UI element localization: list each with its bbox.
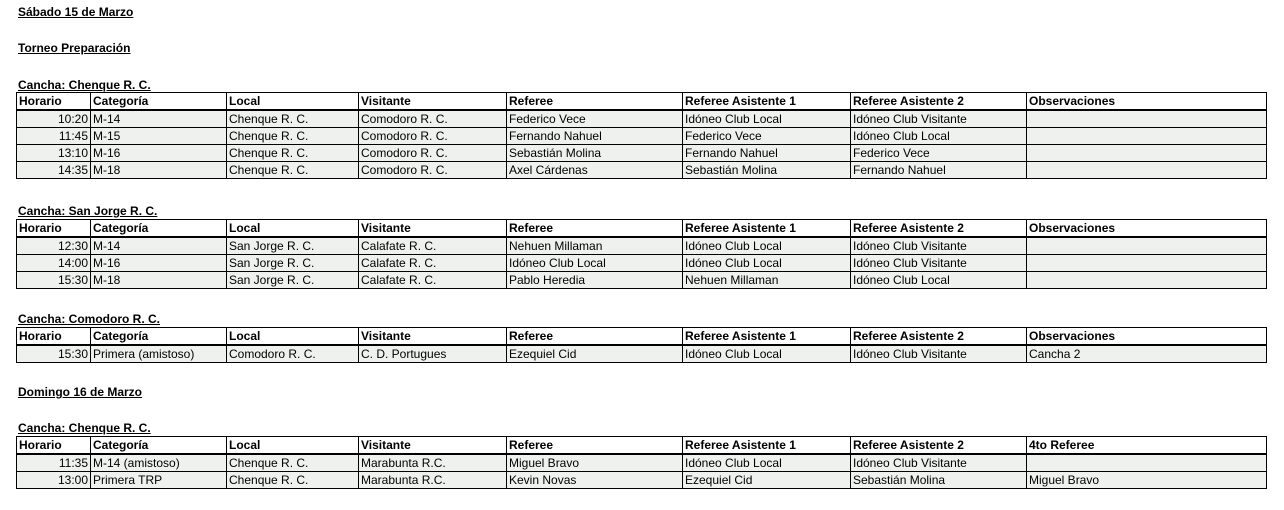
table-header-row xyxy=(17,437,1267,455)
column-header: Referee xyxy=(507,93,683,111)
table-cell: Fernando Nahuel xyxy=(507,128,683,145)
table-cell: Nehuen Millaman xyxy=(507,237,683,255)
field-title: Cancha: Comodoro R. C. xyxy=(18,312,161,326)
table-cell: Idóneo Club Local xyxy=(851,272,1027,289)
column-header: Referee Asistente 1 xyxy=(683,220,851,238)
table-cell: Chenque R. C. xyxy=(227,454,359,472)
column-header: Referee Asistente 1 xyxy=(683,328,851,346)
table-cell: Ezequiel Cid xyxy=(683,472,851,489)
table-cell: Idóneo Club Local xyxy=(683,255,851,272)
table-row xyxy=(17,345,1267,363)
table-header-row xyxy=(17,220,1267,238)
table-cell: Idóneo Club Local xyxy=(683,110,851,128)
field-title: Cancha: Chenque R. C. xyxy=(18,421,151,435)
table-cell: Marabunta R.C. xyxy=(359,472,507,489)
day-title: Domingo 16 de Marzo xyxy=(18,385,143,399)
table-cell: Axel Cárdenas xyxy=(507,162,683,179)
table-header-row xyxy=(17,93,1267,111)
table-row xyxy=(17,472,1267,489)
table-cell: M-15 xyxy=(91,128,227,145)
schedule-table xyxy=(16,219,1267,289)
table-row xyxy=(17,237,1267,255)
column-header: Categoría xyxy=(91,437,227,455)
table-cell: Chenque R. C. xyxy=(227,110,359,128)
day-title: Sábado 15 de Marzo xyxy=(18,5,134,19)
column-header: Local xyxy=(227,220,359,238)
table-header-row xyxy=(17,328,1267,346)
table-cell: Kevin Novas xyxy=(507,472,683,489)
table-cell: Primera (amistoso) xyxy=(91,345,227,363)
table-cell: Idóneo Club Visitante xyxy=(851,110,1027,128)
table-cell: 15:30 xyxy=(17,272,91,289)
column-header: Referee Asistente 2 xyxy=(851,437,1027,455)
table-row xyxy=(17,110,1267,128)
column-header: Observaciones xyxy=(1027,328,1267,346)
column-header: Referee Asistente 2 xyxy=(851,93,1027,111)
table-cell: Chenque R. C. xyxy=(227,128,359,145)
table-cell: Federico Vece xyxy=(851,145,1027,162)
table-cell: Calafate R. C. xyxy=(359,255,507,272)
table-cell: Idóneo Club Visitante xyxy=(851,237,1027,255)
schedule-table xyxy=(16,92,1267,179)
table-cell: Idóneo Club Local xyxy=(683,345,851,363)
table-cell xyxy=(1027,272,1267,289)
table-cell: Comodoro R. C. xyxy=(359,110,507,128)
column-header: Categoría xyxy=(91,93,227,111)
table-cell: San Jorge R. C. xyxy=(227,255,359,272)
field-title: Cancha: Chenque R. C. xyxy=(18,78,151,92)
table-cell: M-14 (amistoso) xyxy=(91,454,227,472)
table-cell: M-18 xyxy=(91,162,227,179)
table-cell: Sebastián Molina xyxy=(683,162,851,179)
table-cell: Miguel Bravo xyxy=(1027,472,1267,489)
table-cell: M-16 xyxy=(91,145,227,162)
table-cell: Miguel Bravo xyxy=(507,454,683,472)
table-row xyxy=(17,128,1267,145)
table-cell: Comodoro R. C. xyxy=(227,345,359,363)
table-cell xyxy=(1027,237,1267,255)
table-cell: Idóneo Club Visitante xyxy=(851,454,1027,472)
table-cell: Idóneo Club Local xyxy=(683,454,851,472)
table-cell: 11:35 xyxy=(17,454,91,472)
table-row xyxy=(17,454,1267,472)
table-cell: Cancha 2 xyxy=(1027,345,1267,363)
table-cell: Calafate R. C. xyxy=(359,237,507,255)
table-cell: 13:10 xyxy=(17,145,91,162)
column-header: Horario xyxy=(17,328,91,346)
table-cell xyxy=(1027,454,1267,472)
table-cell: Marabunta R.C. xyxy=(359,454,507,472)
table-cell: M-14 xyxy=(91,237,227,255)
table-cell: 13:00 xyxy=(17,472,91,489)
schedule-table xyxy=(16,327,1267,363)
column-header: Visitante xyxy=(359,328,507,346)
table-cell: Sebastián Molina xyxy=(507,145,683,162)
table-cell: Fernando Nahuel xyxy=(683,145,851,162)
column-header: Visitante xyxy=(359,93,507,111)
table-cell: 14:35 xyxy=(17,162,91,179)
table-cell xyxy=(1027,110,1267,128)
table-cell: Chenque R. C. xyxy=(227,472,359,489)
table-cell: Pablo Heredia xyxy=(507,272,683,289)
table-cell: Fernando Nahuel xyxy=(851,162,1027,179)
field-title: Cancha: San Jorge R. C. xyxy=(18,204,158,218)
table-cell: Idóneo Club Visitante xyxy=(851,345,1027,363)
tournament-title: Torneo Preparación xyxy=(18,41,131,55)
table-row xyxy=(17,162,1267,179)
table-cell: 11:45 xyxy=(17,128,91,145)
table-cell: San Jorge R. C. xyxy=(227,272,359,289)
table-cell: Idóneo Club Local xyxy=(507,255,683,272)
table-cell: Idóneo Club Local xyxy=(851,128,1027,145)
table-cell: Chenque R. C. xyxy=(227,162,359,179)
table-cell: C. D. Portugues xyxy=(359,345,507,363)
column-header: Referee xyxy=(507,437,683,455)
table-row xyxy=(17,272,1267,289)
column-header: Observaciones xyxy=(1027,220,1267,238)
table-cell: Federico Vece xyxy=(507,110,683,128)
column-header: Referee Asistente 1 xyxy=(683,93,851,111)
table-cell: Ezequiel Cid xyxy=(507,345,683,363)
table-cell: Sebastián Molina xyxy=(851,472,1027,489)
table-cell: Primera TRP xyxy=(91,472,227,489)
table-cell: Chenque R. C. xyxy=(227,145,359,162)
table-cell: 12:30 xyxy=(17,237,91,255)
column-header: Local xyxy=(227,93,359,111)
schedule-table xyxy=(16,436,1267,489)
table-cell: Comodoro R. C. xyxy=(359,128,507,145)
table-cell xyxy=(1027,162,1267,179)
column-header: Horario xyxy=(17,93,91,111)
table-cell: Idóneo Club Local xyxy=(683,237,851,255)
table-cell: M-16 xyxy=(91,255,227,272)
column-header: Referee Asistente 1 xyxy=(683,437,851,455)
table-cell: Comodoro R. C. xyxy=(359,145,507,162)
column-header: Horario xyxy=(17,220,91,238)
table-cell: 14:00 xyxy=(17,255,91,272)
column-header: Visitante xyxy=(359,220,507,238)
column-header: Categoría xyxy=(91,328,227,346)
table-cell: Calafate R. C. xyxy=(359,272,507,289)
table-cell xyxy=(1027,128,1267,145)
table-cell: Federico Vece xyxy=(683,128,851,145)
table-row xyxy=(17,145,1267,162)
table-cell: M-18 xyxy=(91,272,227,289)
column-header: Categoría xyxy=(91,220,227,238)
table-cell: Idóneo Club Visitante xyxy=(851,255,1027,272)
table-cell: 15:30 xyxy=(17,345,91,363)
column-header: Referee Asistente 2 xyxy=(851,328,1027,346)
column-header: Local xyxy=(227,328,359,346)
table-cell: San Jorge R. C. xyxy=(227,237,359,255)
column-header: Referee xyxy=(507,220,683,238)
column-header: 4to Referee xyxy=(1027,437,1267,455)
column-header: Observaciones xyxy=(1027,93,1267,111)
table-cell: 10:20 xyxy=(17,110,91,128)
column-header: Referee xyxy=(507,328,683,346)
column-header: Horario xyxy=(17,437,91,455)
table-cell xyxy=(1027,255,1267,272)
table-cell: Comodoro R. C. xyxy=(359,162,507,179)
table-row xyxy=(17,255,1267,272)
column-header: Visitante xyxy=(359,437,507,455)
table-cell: M-14 xyxy=(91,110,227,128)
column-header: Local xyxy=(227,437,359,455)
column-header: Referee Asistente 2 xyxy=(851,220,1027,238)
table-cell: Nehuen Millaman xyxy=(683,272,851,289)
table-cell xyxy=(1027,145,1267,162)
